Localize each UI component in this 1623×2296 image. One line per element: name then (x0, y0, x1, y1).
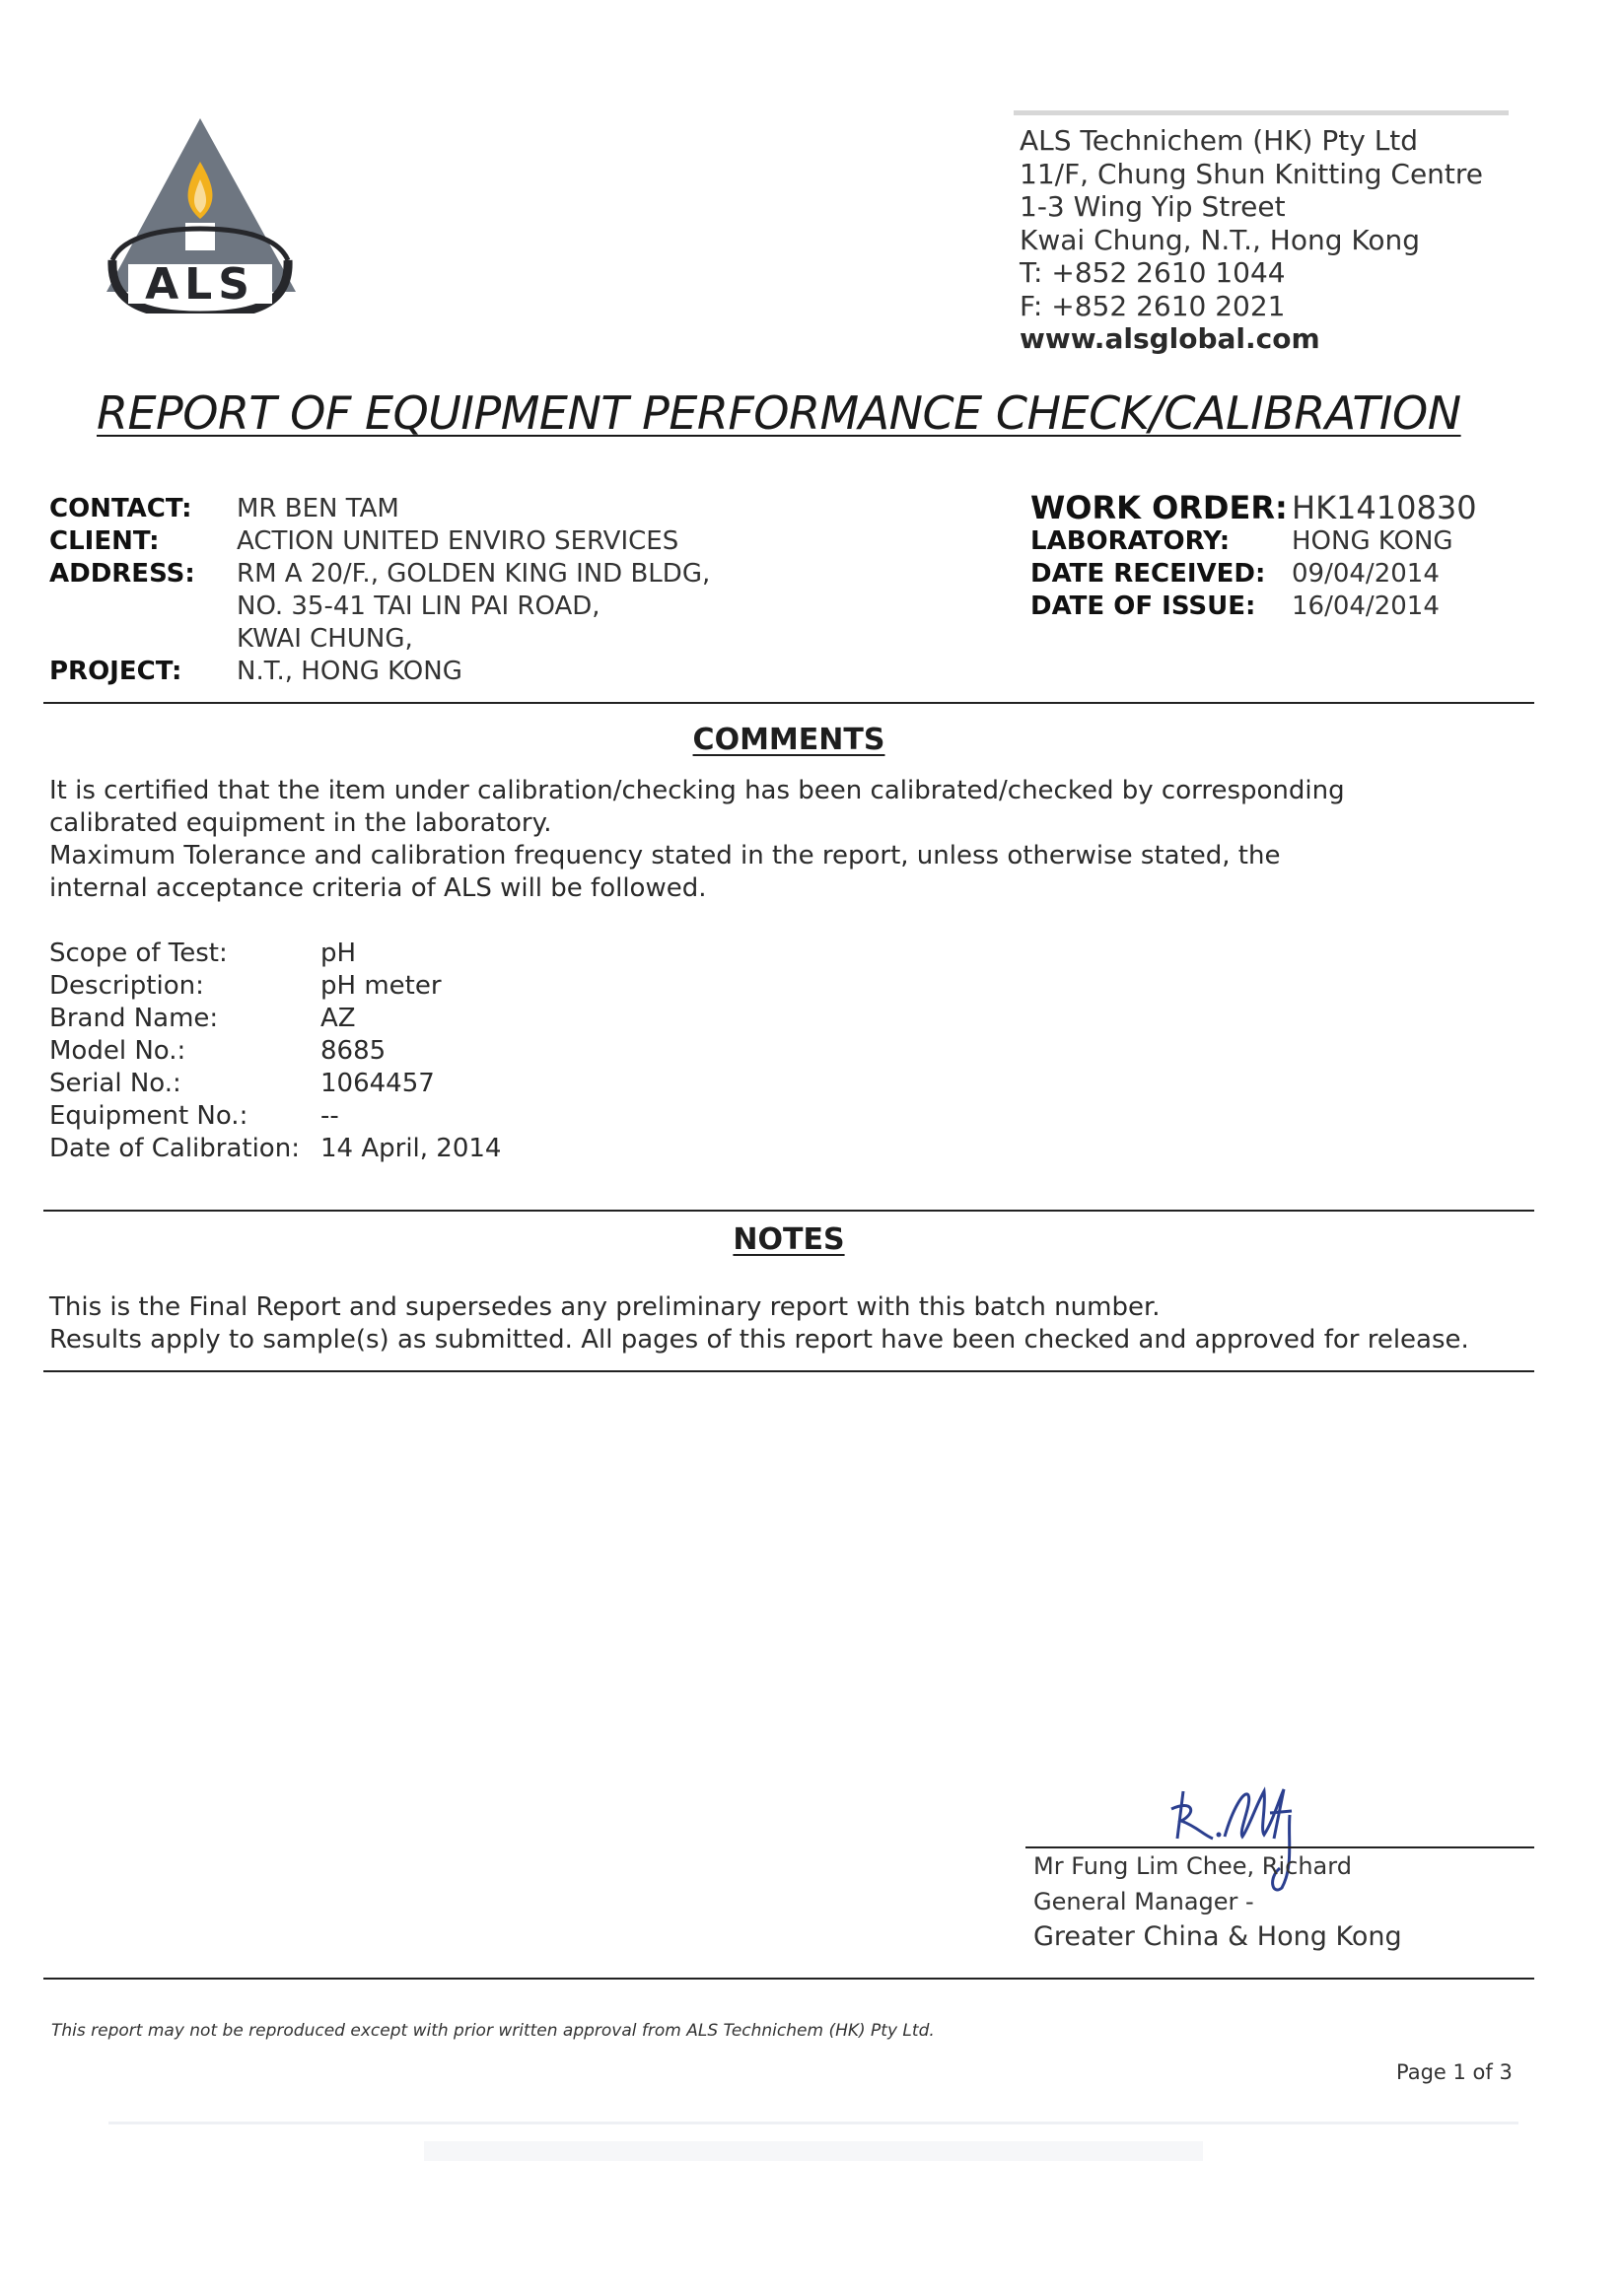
comments-line-3: Maximum Tolerance and calibration frequency stated in the report, unless otherwise stated, the (49, 841, 1281, 870)
company-fax: F: +852 2610 2021 (1020, 289, 1286, 322)
company-address-line-2: 1-3 Wing Yip Street (1020, 190, 1286, 223)
equipment-value: pH (320, 939, 357, 968)
date-of-issue-label: DATE OF ISSUE: (1030, 591, 1256, 621)
als-logo-graphic (103, 116, 310, 313)
equipment-row (49, 1100, 501, 1133)
equipment-label: Serial No.: (49, 1069, 181, 1098)
equipment-row (49, 1035, 501, 1068)
client-label: CLIENT: (49, 526, 160, 556)
equipment-label: Description: (49, 971, 204, 1001)
equipment-value: AZ (320, 1004, 356, 1033)
scan-artifact (424, 2141, 1203, 2161)
logo-text: ALS (145, 259, 255, 310)
client-address-line-4: N.T., HONG KONG (237, 657, 462, 686)
date-received-label: DATE RECEIVED: (1030, 559, 1266, 589)
address-label: ADDRESS: (49, 559, 195, 589)
equipment-label: Date of Calibration: (49, 1134, 300, 1163)
equipment-row (49, 1133, 501, 1165)
equipment-value: pH meter (320, 971, 442, 1001)
work-order-label: WORK ORDER: (1030, 489, 1288, 526)
notes-line-2: Results apply to sample(s) as submitted. All pages of this report have been checked and approved for release. (49, 1325, 1469, 1355)
header-divider (43, 702, 1534, 704)
comments-line-1: It is certified that the item under calibration/checking has been calibrated/checked by corresponding (49, 776, 1345, 805)
equipment-label: Model No.: (49, 1036, 186, 1066)
project-label: PROJECT: (49, 657, 182, 686)
company-address-line-1: 11/F, Chung Shun Knitting Centre (1020, 157, 1484, 190)
signatory-block (1033, 1848, 1402, 1955)
client-value: ACTION UNITED ENVIRO SERVICES (237, 526, 679, 556)
report-title: REPORT OF EQUIPMENT PERFORMANCE CHECK/CALIBRATION (97, 386, 1461, 440)
client-address-line-3: KWAI CHUNG, (237, 624, 413, 654)
work-order-value: HK1410830 (1292, 489, 1477, 526)
equipment-value: 14 April, 2014 (320, 1134, 502, 1163)
company-website[interactable]: www.alsglobal.com (1020, 322, 1320, 355)
equipment-row (49, 970, 501, 1003)
equipment-details (49, 938, 501, 1165)
signatory-role: General Manager - (1033, 1888, 1254, 1915)
address-top-rule (1014, 110, 1509, 115)
equipment-value: -- (320, 1101, 339, 1131)
equipment-label: Brand Name: (49, 1004, 219, 1033)
signatory-region: Greater China & Hong Kong (1033, 1921, 1402, 1952)
equipment-row (49, 1003, 501, 1035)
equipment-row (49, 1068, 501, 1100)
als-logo (103, 116, 310, 313)
laboratory-label: LABORATORY: (1030, 526, 1231, 556)
equipment-value: 8685 (320, 1036, 387, 1066)
equipment-label: Equipment No.: (49, 1101, 248, 1131)
date-of-issue-value: 16/04/2014 (1292, 591, 1440, 621)
client-address-line-2: NO. 35-41 TAI LIN PAI ROAD, (237, 591, 600, 621)
footer-divider (43, 1978, 1534, 1980)
notes-top-divider (43, 1210, 1534, 1212)
equipment-label: Scope of Test: (49, 939, 228, 968)
equipment-value: 1064457 (320, 1069, 435, 1098)
notes-line-1: This is the Final Report and supersedes any preliminary report with this batch number. (49, 1292, 1161, 1322)
company-name: ALS Technichem (HK) Pty Ltd (1020, 124, 1419, 157)
date-received-value: 09/04/2014 (1292, 559, 1440, 589)
comments-heading: COMMENTS (692, 723, 885, 757)
laboratory-value: HONG KONG (1292, 526, 1453, 556)
client-address-line-1: RM A 20/F., GOLDEN KING IND BLDG, (237, 559, 711, 589)
comments-line-4: internal acceptance criteria of ALS will be followed. (49, 873, 707, 903)
page-number: Page 1 of 3 (1396, 2060, 1513, 2084)
signatory-name: Mr Fung Lim Chee, Richard (1033, 1852, 1352, 1880)
contact-value: MR BEN TAM (237, 494, 399, 523)
company-telephone: T: +852 2610 1044 (1020, 256, 1286, 289)
notes-heading: NOTES (733, 1222, 845, 1257)
company-address-block (1020, 124, 1483, 356)
contact-label: CONTACT: (49, 494, 192, 523)
comments-line-2: calibrated equipment in the laboratory. (49, 808, 552, 838)
notes-bottom-divider (43, 1370, 1534, 1372)
company-address-line-3: Kwai Chung, N.T., Hong Kong (1020, 223, 1421, 256)
equipment-row (49, 938, 501, 970)
scan-artifact (108, 2122, 1518, 2124)
footer-disclaimer: This report may not be reproduced except with prior written approval from ALS Technichem (HK) Pty Ltd. (51, 2021, 935, 2041)
